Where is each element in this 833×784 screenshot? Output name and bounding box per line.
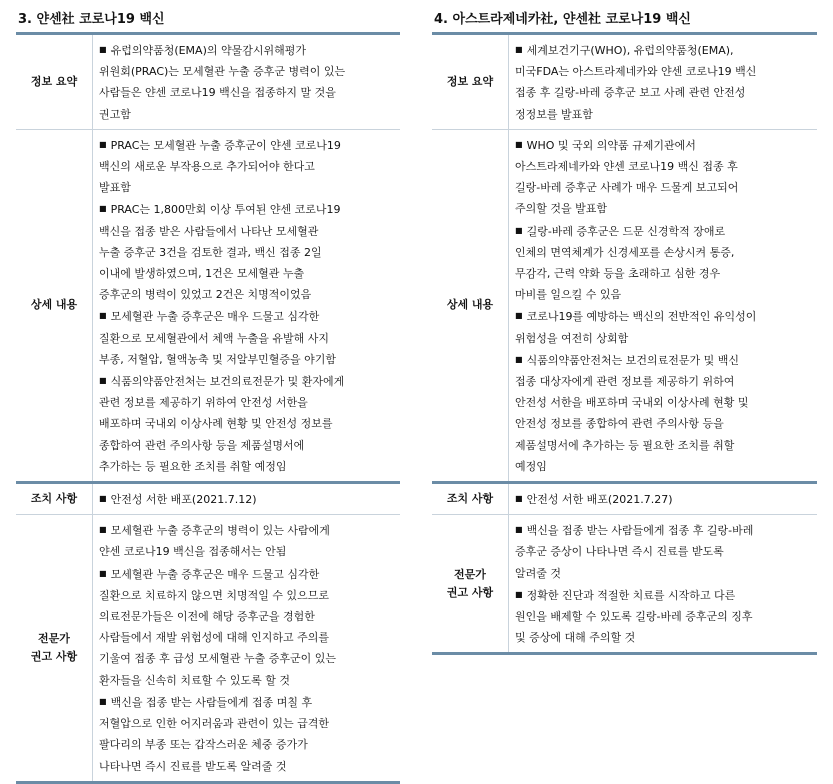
line-text: 정정보를 발표함: [515, 107, 593, 121]
line-text: 접종 후 길랑-바레 증후군 보고 사례 관련 안전성: [515, 86, 746, 100]
summary-label: 정보 요약: [16, 34, 93, 130]
bullet-icon: ■: [99, 696, 107, 706]
detail-label: 상세 내용: [16, 129, 93, 482]
text-line: [99, 627, 400, 648]
expert-content: [509, 515, 818, 654]
line-text: 모세혈관 누출 증후군은 매우 드물고 심각한: [110, 567, 320, 581]
text-line: [515, 627, 817, 648]
detail-label: 상세 내용: [432, 129, 509, 482]
text-line: [99, 585, 400, 606]
line-text: 제품설명서에 추가하는 등 필요한 조치를 취할: [515, 438, 735, 452]
bullet-icon: ■: [515, 311, 523, 321]
line-text: 얀센 코로나19 백신을 접종해서는 안됨: [99, 545, 287, 559]
text-line: [515, 104, 817, 125]
text-line: [99, 691, 400, 713]
line-text: 아스트라제네카와 얀센 코로나19 백신 접종 후: [515, 160, 738, 174]
summary-content: [93, 34, 401, 130]
text-line: [515, 349, 817, 371]
line-text: 안전성 서한 배포(2021.7.12): [110, 493, 257, 507]
action-row: [16, 483, 400, 515]
text-line: [99, 563, 400, 585]
line-text: 질환으로 치료하지 않으면 치명적일 수 있으므로: [99, 588, 330, 602]
text-line: [515, 220, 817, 242]
text-line: [99, 734, 400, 755]
text-line: [99, 370, 400, 392]
summary-label: 정보 요약: [432, 34, 509, 130]
text-line: [515, 606, 817, 627]
line-text: 길랑-바레 증후군은 드문 신경학적 장애로: [526, 224, 726, 238]
text-line: [515, 435, 817, 456]
text-line: [99, 305, 400, 327]
line-text: 유럽의약품청(EMA)의 약물감시위해평가: [110, 44, 306, 57]
line-text: 코로나19를 예방하는 백신의 전반적인 유익성이: [526, 310, 757, 324]
line-text: 무감각, 근력 약화 등을 초래하고 심한 경우: [515, 267, 721, 281]
text-line: [99, 134, 400, 156]
bullet-icon: ■: [515, 354, 523, 364]
expert-label-line: 권고 사항: [30, 649, 78, 663]
line-text: PRAC는 모세혈관 누출 증후군이 얀센 코로나19: [110, 138, 341, 152]
line-text: 발표함: [99, 181, 131, 195]
action-label: 조치 사항: [432, 483, 509, 515]
bullet-icon: ■: [515, 494, 523, 504]
line-text: 백신을 접종 받는 사람들에게 접종 후 길랑-바레: [526, 524, 754, 538]
text-line: [515, 541, 817, 562]
bullet-icon: ■: [515, 525, 523, 535]
text-line: [99, 606, 400, 627]
line-text: 추가하는 등 필요한 조치를 취할 예정임: [99, 459, 287, 473]
line-text: 모세혈관 누출 증후군은 매우 드물고 심각한: [110, 310, 320, 324]
text-line: [99, 413, 400, 434]
text-line: [515, 519, 817, 541]
text-line: [515, 456, 817, 477]
line-text: 세계보건기구(WHO), 유럽의약품청(EMA),: [526, 44, 734, 57]
text-line: [515, 284, 817, 305]
action-content: [93, 483, 401, 515]
line-text: 기울여 접종 후 급성 모세혈관 누출 증후군이 있는: [99, 652, 336, 666]
text-line: [515, 584, 817, 606]
bullet-icon: ■: [99, 525, 107, 535]
text-line: [515, 328, 817, 349]
section-3-title: 3. 얀센社 코로나19 백신: [18, 12, 165, 27]
text-line: [99, 670, 400, 691]
section-4-table: [432, 32, 817, 655]
text-line: [99, 198, 400, 220]
text-line: [99, 756, 400, 777]
line-text: 원인을 배제할 수 있도록 길랑-바레 증후군의 징후: [515, 610, 753, 624]
text-line: [515, 61, 817, 82]
section-4: [432, 8, 817, 655]
line-text: 백신의 새로운 부작용으로 추가되어야 한다고: [99, 160, 315, 174]
summary-row: [432, 34, 817, 130]
text-line: [99, 263, 400, 284]
line-text: 누출 증후군 3건을 검토한 결과, 백신 접종 2일: [99, 245, 322, 259]
text-line: [515, 488, 817, 510]
bullet-icon: ■: [99, 494, 107, 504]
text-line: [515, 156, 817, 177]
line-text: 마비를 일으킬 수 있음: [515, 288, 622, 302]
action-label: 조치 사항: [16, 483, 93, 515]
expert-label-line: 권고 사항: [446, 585, 494, 599]
text-line: [515, 392, 817, 413]
line-text: 사람들은 얀센 코로나19 백신을 접종하지 말 것을: [99, 86, 336, 100]
line-text: 안전성 서한을 배포하며 국내외 이상사례 현황 및: [515, 396, 749, 410]
text-line: [99, 713, 400, 734]
line-text: 증후군 증상이 나타나면 즉시 진료를 받도록: [515, 545, 724, 559]
text-line: [99, 242, 400, 263]
line-text: 의료전문가들은 이전에 해당 증후군을 경험한: [99, 610, 315, 624]
detail-content: [509, 129, 818, 482]
text-line: [515, 263, 817, 284]
text-line: [99, 456, 400, 477]
text-line: [99, 284, 400, 305]
bullet-icon: ■: [99, 311, 107, 321]
line-text: 위원회(PRAC)는 모세혈관 누출 증후군 병력이 있는: [99, 65, 346, 79]
text-line: [515, 39, 817, 61]
expert-row: [16, 515, 400, 782]
text-line: [99, 349, 400, 370]
text-line: [515, 563, 817, 584]
text-line: [515, 242, 817, 263]
line-text: 저혈압으로 인한 어지러움과 관련이 있는 급격한: [99, 717, 330, 731]
line-text: 접종 대상자에게 관련 정보를 제공하기 위하여: [515, 375, 735, 389]
text-line: [99, 328, 400, 349]
bullet-icon: ■: [515, 225, 523, 235]
text-line: [515, 371, 817, 392]
line-text: 예정임: [515, 459, 547, 473]
expert-row: [432, 515, 817, 654]
section-3: [16, 8, 400, 784]
detail-content: [93, 129, 401, 482]
line-text: 권고함: [99, 107, 131, 121]
line-text: PRAC는 1,800만회 이상 투여된 얀센 코로나19: [110, 203, 341, 217]
line-text: 증후군의 병력이 있었고 2건은 치명적이었음: [99, 288, 312, 302]
line-text: 길랑-바레 증후군 사례가 매우 드물게 보고되어: [515, 181, 739, 195]
line-text: 질환으로 모세혈관에서 체액 누출을 유발해 사지: [99, 331, 330, 345]
line-text: 및 증상에 대해 주의할 것: [515, 631, 636, 645]
action-row: [432, 483, 817, 515]
text-line: [515, 305, 817, 327]
line-text: 모세혈관 누출 증후군의 병력이 있는 사람에게: [110, 524, 330, 538]
text-line: [99, 82, 400, 103]
line-text: 종합하여 관련 주의사항 등을 제품설명서에: [99, 438, 305, 452]
line-text: 식품의약품안전처는 보건의료전문가 및 환자에게: [110, 375, 345, 389]
line-text: 알려줄 것: [515, 566, 562, 580]
line-text: 정확한 진단과 적절한 치료를 시작하고 다른: [526, 588, 736, 602]
line-text: 식품의약품안전처는 보건의료전문가 및 백신: [526, 353, 739, 367]
line-text: 위험성을 여전히 상회함: [515, 331, 629, 345]
bullet-icon: ■: [99, 376, 107, 386]
detail-row: [432, 129, 817, 482]
expert-label-line: 전문가: [38, 631, 70, 645]
line-text: 배포하며 국내외 이상사례 현황 및 안전성 정보를: [99, 417, 333, 431]
expert-content: [93, 515, 401, 782]
detail-row: [16, 129, 400, 482]
text-line: [99, 221, 400, 242]
text-line: [515, 413, 817, 434]
line-text: 인체의 면역체계가 신경세포를 손상시켜 통증,: [515, 245, 735, 259]
text-line: [99, 392, 400, 413]
text-line: [515, 198, 817, 219]
line-text: 사람들에서 재발 위험성에 대해 인지하고 주의를: [99, 631, 330, 645]
expert-label: [16, 515, 93, 782]
text-line: [515, 82, 817, 103]
line-text: 안전성 정보를 종합하여 관련 주의사항 등을: [515, 417, 724, 431]
summary-row: [16, 34, 400, 130]
line-text: 백신을 접종 받은 사람들에서 나타난 모세혈관: [99, 224, 319, 238]
text-line: [99, 177, 400, 198]
bullet-icon: ■: [515, 139, 523, 149]
summary-content: [509, 34, 818, 130]
bullet-icon: ■: [515, 45, 523, 54]
section-4-title: 4. 아스트라제네카社, 얀센社 코로나19 백신: [434, 12, 691, 27]
bullet-icon: ■: [99, 45, 107, 54]
section-3-table: [16, 32, 400, 784]
bullet-icon: ■: [99, 204, 107, 214]
text-line: [99, 39, 400, 61]
line-text: 팔다리의 부종 또는 갑작스러운 체중 증가가: [99, 738, 308, 752]
text-line: [515, 134, 817, 156]
bullet-icon: ■: [99, 568, 107, 578]
line-text: 관련 정보를 제공하기 위하여 안전성 서한을: [99, 396, 308, 410]
text-line: [99, 488, 400, 510]
bullet-icon: ■: [99, 139, 107, 149]
text-line: [99, 541, 400, 562]
line-text: WHO 및 국외 의약품 규제기관에서: [526, 138, 696, 152]
text-line: [99, 156, 400, 177]
line-text: 미국FDA는 아스트라제네카와 얀센 코로나19 백신: [515, 65, 757, 79]
expert-label-line: 전문가: [454, 567, 486, 581]
expert-label: [432, 515, 509, 654]
text-line: [99, 104, 400, 125]
line-text: 부종, 저혈압, 혈액농축 및 저알부민혈증을 야기함: [99, 352, 336, 366]
line-text: 환자들을 신속히 치료할 수 있도록 할 것: [99, 673, 290, 687]
text-line: [99, 648, 400, 669]
text-line: [515, 177, 817, 198]
line-text: 백신을 접종 받는 사람들에게 접종 며칠 후: [110, 695, 313, 709]
line-text: 나타나면 즉시 진료를 받도록 알려줄 것: [99, 759, 287, 773]
bullet-icon: ■: [515, 589, 523, 599]
line-text: 주의할 것을 발표함: [515, 202, 608, 216]
line-text: 이내에 발생하였으며, 1건은 모세혈관 누출: [99, 267, 305, 281]
text-line: [99, 61, 400, 82]
line-text: 안전성 서한 배포(2021.7.27): [526, 493, 673, 507]
action-content: [509, 483, 818, 515]
text-line: [99, 435, 400, 456]
text-line: [99, 519, 400, 541]
